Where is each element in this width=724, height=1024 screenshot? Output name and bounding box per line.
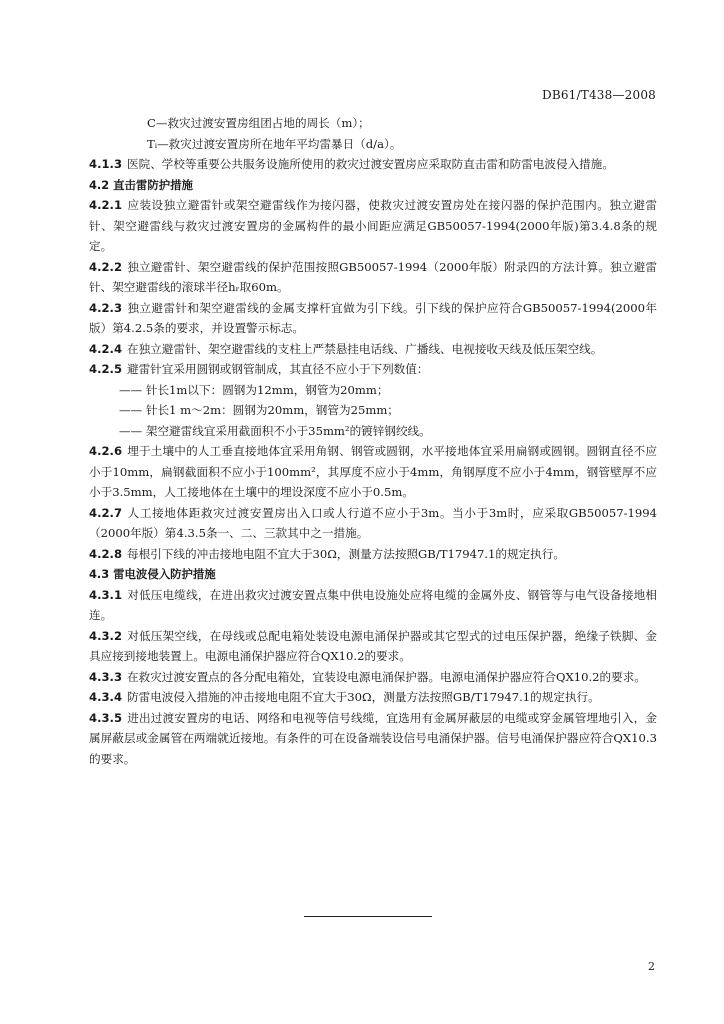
clause-text: 每根引下线的冲击接地电阻不宜大于30Ω，测量方法按照GB/T17947.1的规定执行。 [127,546,565,561]
section-heading [89,175,657,196]
clause-text: —— 架空避雷线宜采用截面积不小于35mm²的镀锌钢绞线。 [119,423,431,438]
clause-number: 4.3.2 [89,628,123,643]
clause-text: —— 针长1 m～2m：圆钢为20mm，钢管为25mm； [119,403,399,417]
clause-number: 4.2.5 [89,362,123,376]
clause-paragraph [89,708,657,770]
clause-paragraph [89,298,657,339]
clause-paragraph [89,359,657,380]
clause-paragraph [89,585,657,626]
clause-paragraph [89,113,657,134]
clause-text: 进出过渡安置房的电话、网络和电视等信号线缆，宜选用有金属屏蔽层的电缆或穿金属管埋地引入，金属屏蔽层或金属管在两端就近接地。有条件的可在设备端装设信号电涌保护器。信号电涌保护器应符合QX10.3的要求。 [89,710,657,766]
clause-paragraph [89,687,657,708]
clause-text: 避雷针宜采用圆钢或钢管制成，其直径不应小于下列数值： [127,362,429,376]
clause-paragraph [89,544,657,565]
clause-paragraph [89,441,657,503]
footer-rule [304,916,432,917]
clause-paragraph [89,421,657,442]
clause-number: 4.3.5 [89,710,123,725]
clause-text: 埋于土壤中的人工垂直接地体宜采用角钢、钢管或圆钢，水平接地体宜采用扁钢或圆钢。圆钢直径不应小于10mm，扁钢截面积不应小于100mm²，其厚度不应小于4mm，角钢厚度不应小于4mm，钢管壁厚不应小于3.5mm，人工接地体在土壤中的埋设深度不应小于0.5m。 [89,444,657,499]
clause-text: 对低压电缆线，在进出救灾过渡安置点集中供电设施处应将电缆的金属外皮、钢管等与电气设备接地相连。 [89,587,657,622]
clause-text: 防雷电波侵入措施的冲击接地电阻不宜大于30Ω，测量方法按照GB/T17947.1的规定执行。 [127,690,600,704]
clause-number: 4.2.7 [89,505,123,520]
page-number: 2 [648,960,655,973]
clause-number: 4.2.4 [89,341,123,356]
clause-text: 在救灾过渡安置点的各分配电箱处，宜装设电源电涌保护器。电源电涌保护器应符合QX10.2的要求。 [127,669,646,684]
clause-text: Tᵢ—救灾过渡安置房所在地年平均雷暴日（d/a）。 [147,136,402,151]
clause-text: 对低压架空线，在母线或总配电箱处装设电源电涌保护器或其它型式的过电压保护器，绝缘子铁脚、金具应接到接地装置上。电源电涌保护器应符合QX10.2的要求。 [89,628,657,663]
clause-paragraph [89,667,657,688]
clause-text: 独立避雷针和架空避雷线的金属支撑杆宜做为引下线。引下线的保护应符合GB50057-1994(2000年版）第4.2.5条的要求，并设置警示标志。 [89,300,657,335]
clause-number: 4.2.8 [89,546,123,561]
clause-paragraph [89,195,657,257]
clause-text: 在独立避雷针、架空避雷线的支柱上严禁悬挂电话线、广播线、电视接收天线及低压架空线。 [127,341,603,356]
clause-number: 4.3.1 [89,587,123,602]
clause-paragraph [89,257,657,298]
clause-text: 4.2 直击雷防护措施 [89,177,193,192]
clause-number: 4.2.1 [89,198,123,212]
clause-number: 4.2.2 [89,259,123,274]
clause-paragraph [89,503,657,544]
clause-number: 4.3.3 [89,669,123,684]
clause-paragraph [89,626,657,667]
clause-paragraph [89,339,657,360]
clause-text: 医院、学校等重要公共服务设施所使用的救灾过渡安置房应采取防直击雷和防雷电波侵入措施。 [127,157,614,171]
clause-number: 4.3.4 [89,690,123,704]
clause-text: —— 针长1m以下：圆钢为12mm，钢管为20mm； [119,382,389,397]
document-code: DB61/T438—2008 [542,88,656,102]
section-heading [89,564,657,585]
clause-number: 4.2.6 [89,444,123,458]
clause-text: 4.3 雷电波侵入防护措施 [89,567,216,581]
clause-text: 应装设独立避雷针或架空避雷线作为接闪器，使救灾过渡安置房处在接闪器的保护范围内。独立避雷针、架空避雷线与救灾过渡安置房的金属构件的最小间距应满足GB50057-1994(2000年版)第3.4.8条的规定。 [89,198,657,253]
clause-number: 4.2.3 [89,300,123,315]
body-text [89,113,657,769]
clause-text: 独立避雷针、架空避雷线的保护范围按照GB50057-1994（2000年版）附录四的方法计算。独立避雷针、架空避雷线的滚球半径hᵣ取60m。 [89,259,657,294]
clause-number: 4.1.3 [89,157,123,171]
clause-paragraph [89,380,657,401]
clause-paragraph [89,400,657,421]
clause-text: 人工接地体距救灾过渡安置房出入口或人行道不应小于3m。当小于3m时，应采取GB50057-1994（2000年版）第4.3.5条一、二、三款其中之一措施。 [89,505,657,540]
clause-paragraph [89,154,657,175]
clause-text: C—救灾过渡安置房组团占地的周长（m）； [147,116,370,130]
clause-paragraph [89,134,657,155]
